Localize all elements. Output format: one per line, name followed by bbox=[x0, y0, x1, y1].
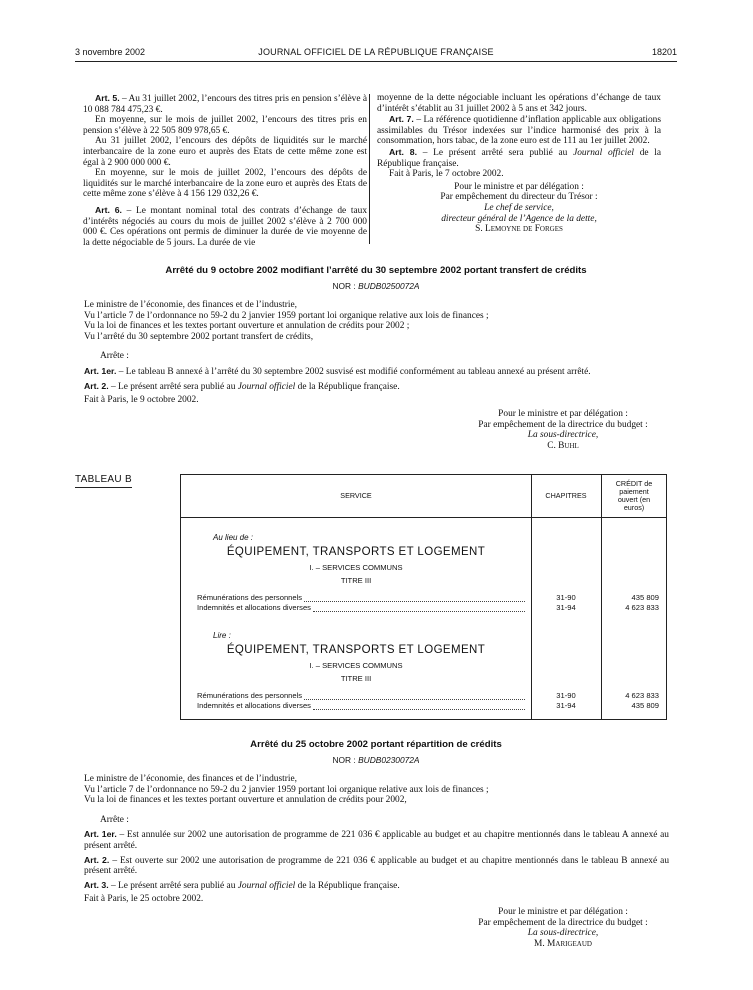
journal-title: JOURNAL OFFICIEL DE LA RÉPUBLIQUE FRANÇAISE bbox=[258, 47, 494, 57]
signature-line: Pour le ministre et par délégation : bbox=[498, 409, 628, 419]
table-cell-credit: 435 809 bbox=[631, 593, 659, 602]
signature-line: La sous-directrice, bbox=[527, 928, 599, 939]
arrete-1-title: Arrêté du 9 octobre 2002 modifiant l’arrêté du 30 septembre 2002 portant transfert de crédits bbox=[165, 265, 587, 276]
col-header-service: SERVICE bbox=[340, 491, 372, 500]
credit-table bbox=[180, 474, 667, 720]
page-header bbox=[75, 47, 677, 62]
visa-line: Vu l’arrêté du 30 septembre 2002 portant transfert de crédits, bbox=[84, 331, 314, 342]
signature-line: Le chef de service, bbox=[484, 202, 554, 213]
signature-line: Pour le ministre et par délégation : bbox=[454, 181, 584, 192]
col-header-chapitres: CHAPITRES bbox=[545, 491, 587, 500]
paragraph: En moyenne, sur le mois de juillet 2002, l’encours des titres pris en pension s’élève à 22 505 809 978,65 €. bbox=[83, 115, 367, 136]
titre-heading: TITRE III bbox=[340, 576, 372, 585]
tableau-label: TABLEAU B bbox=[75, 475, 132, 488]
right-column bbox=[377, 93, 661, 235]
table-cell-chapitre: 31-90 bbox=[556, 691, 576, 700]
visa-line: Vu l’article 7 de l’ordonnance no 59-2 du 2 janvier 1959 portant loi organique relative aux lois de finances ; bbox=[84, 310, 489, 321]
section-heading: I. – SERVICES COMMUNS bbox=[309, 563, 403, 572]
lire-label: Lire : bbox=[213, 631, 231, 640]
article-2: Art. 2. – Le présent arrêté sera publié au Journal officiel de la République française. bbox=[84, 380, 400, 392]
arrete-1-nor: NOR : BUDB0250072A bbox=[332, 281, 420, 291]
visa-line: Vu l’article 7 de l’ordonnance no 59-2 du 2 janvier 1959 portant loi organique relative aux lois de finances ; bbox=[84, 784, 489, 795]
arrete-word: Arrête : bbox=[100, 351, 129, 362]
arrete-2-visas bbox=[84, 774, 669, 905]
paragraph: En moyenne, sur le mois de juillet 2002, l’encours des dépôts de liquidités sur le marché interbancaire de la zone euro et auprès des Etats de cette même zone s’élève à 4 156 129 032,26 €. bbox=[83, 168, 367, 200]
column-divider bbox=[369, 94, 370, 244]
article-5: Art. 5. – Au 31 juillet 2002, l’encours des titres pris en pension s’élève à 10 088 784 475,23 €. bbox=[83, 93, 368, 115]
signatory-name: C. Buhl bbox=[547, 440, 579, 451]
header-rule bbox=[181, 517, 666, 518]
table-cell-credit: 4 623 833 bbox=[625, 603, 659, 612]
article-1: Art. 1er. – Le tableau B annexé à l’arrêté du 30 septembre 2002 susvisé est modifié conformément au tableau annexé au présent arrêté. bbox=[84, 365, 591, 377]
arrete-1-visas bbox=[84, 300, 669, 406]
ministry-heading: ÉQUIPEMENT, TRANSPORTS ET LOGEMENT bbox=[226, 644, 486, 656]
visa-line: Vu la loi de finances et les textes portant ouverture et annulation de crédits pour 2002, bbox=[84, 795, 407, 806]
article-6: Art. 6. – Le montant nominal total des contrats d’échange de taux d’intérêts négociés au cours du mois de juillet 2002 s’élève à 2 700 000 000 €. Ces opérations ont permis de diminuer la durée de vie moyenne de la dette négociable de 5 jours. La durée de vie bbox=[83, 204, 368, 248]
arrete-word: Arrête : bbox=[100, 814, 129, 825]
paragraph: moyenne de la dette négociable incluant les opérations d’échange de taux d’intérêt s’établit au 31 juillet 2002 à 5 ans et 342 jours. bbox=[377, 93, 661, 114]
table-cell-credit: 4 623 833 bbox=[625, 691, 659, 700]
signatory-name: M. Marigeaud bbox=[534, 938, 592, 949]
col-header-credit: CRÉDIT de paiement ouvert (en euros) bbox=[615, 479, 653, 512]
visa-line: Le ministre de l’économie, des finances et de l’industrie, bbox=[84, 774, 297, 784]
table-row-label: Indemnités et allocations diverses bbox=[197, 701, 527, 712]
page-number: 18201 bbox=[651, 47, 677, 57]
arrete-1-signature bbox=[433, 409, 693, 451]
article-8: Art. 8. – Le présent arrêté sera publié au Journal officiel de la République française. bbox=[377, 146, 662, 169]
fait-a-paris: Fait à Paris, le 25 octobre 2002. bbox=[84, 894, 204, 905]
visa-line: Le ministre de l’économie, des finances et de l’industrie, bbox=[84, 300, 297, 310]
visa-line: Vu la loi de finances et les textes portant ouverture et annulation de crédits pour 2002 ; bbox=[84, 321, 410, 332]
arrete-2-nor: NOR : BUDB0230072A bbox=[332, 755, 420, 765]
signature-line: Pour le ministre et par délégation : bbox=[498, 907, 628, 917]
issue-date: 3 novembre 2002 bbox=[75, 47, 146, 57]
table-row-label: Indemnités et allocations diverses bbox=[197, 603, 527, 614]
fait-a-paris: Fait à Paris, le 7 octobre 2002. bbox=[389, 169, 504, 180]
article-2: Art. 2. – Est ouverte sur 2002 une autorisation de programme de 221 036 € applicable au budget et au chapitre mentionnés dans le tableau B annexé au présent arrêté. bbox=[84, 854, 670, 877]
table-cell-chapitre: 31-94 bbox=[556, 701, 576, 710]
titre-heading: TITRE III bbox=[340, 674, 372, 683]
signature-line: Par empêchement de la directrice du budget : bbox=[478, 419, 648, 430]
table-cell-chapitre: 31-94 bbox=[556, 603, 576, 612]
table-cell-credit: 435 809 bbox=[631, 701, 659, 710]
fait-a-paris: Fait à Paris, le 9 octobre 2002. bbox=[84, 395, 199, 406]
article-3: Art. 3. – Le présent arrêté sera publié au Journal officiel de la République française. bbox=[84, 879, 400, 891]
arrete-2-title: Arrêté du 25 octobre 2002 portant répartition de crédits bbox=[250, 739, 502, 750]
au-lieu-de-label: Au lieu de : bbox=[213, 533, 254, 542]
left-column bbox=[83, 93, 367, 248]
article-7: Art. 7. – La référence quotidienne d’inflation applicable aux obligations assimilables du Trésor indexées sur l’indice harmonisé des prix à la consommation, hors tabac, de la zone euro est de 111 au 1er juillet 2002. bbox=[377, 114, 662, 147]
table-cell-chapitre: 31-90 bbox=[556, 593, 576, 602]
table-row-label: Rémunérations des personnels bbox=[197, 593, 527, 604]
paragraph: Au 31 juillet 2002, l’encours des dépôts de liquidités sur le marché interbancaire de la zone euro et auprès des Etats de cette même zone est égal à 2 900 000 000 €. bbox=[83, 136, 367, 168]
table-row-label: Rémunérations des personnels bbox=[197, 691, 527, 702]
signature-line: La sous-directrice, bbox=[527, 430, 599, 441]
signature-line: directeur général de l’Agence de la dette, bbox=[441, 213, 597, 224]
ministry-heading: ÉQUIPEMENT, TRANSPORTS ET LOGEMENT bbox=[226, 546, 486, 558]
article-1: Art. 1er. – Est annulée sur 2002 une autorisation de programme de 221 036 € applicable au budget et au chapitre mentionnés dans le tableau A annexé au présent arrêté. bbox=[84, 829, 669, 851]
section-heading: I. – SERVICES COMMUNS bbox=[309, 661, 403, 670]
signature-line: Par empêchement du directeur du Trésor : bbox=[440, 192, 598, 203]
signature-line: Par empêchement de la directrice du budget : bbox=[478, 917, 648, 928]
arrete-2-signature bbox=[433, 907, 693, 949]
signatory-name: S. Lemoyne de Forges bbox=[475, 224, 563, 235]
